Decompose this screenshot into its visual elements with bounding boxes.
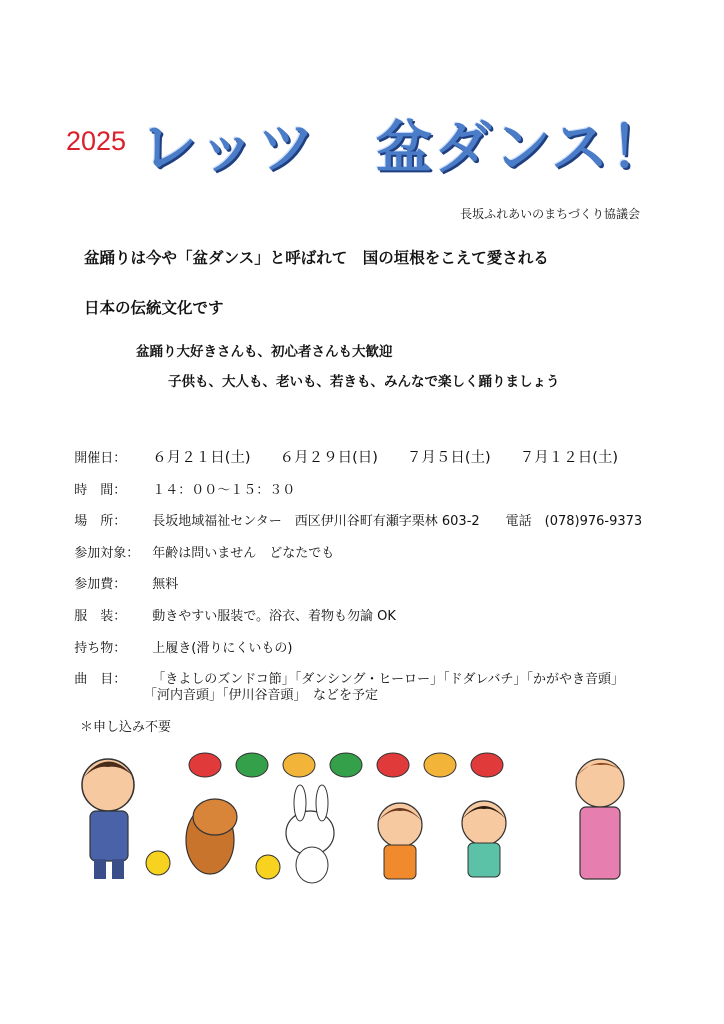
fee-row	[66, 558, 178, 592]
man-figure	[82, 759, 134, 879]
lantern-icon	[189, 753, 221, 777]
place-value: 長坂地域福祉センター 西区伊川谷町有瀬字栗林 603-2 電話 (078)976-9373	[152, 514, 643, 529]
lanterns	[189, 753, 503, 777]
bon-dance-characters-illustration	[60, 745, 660, 895]
date-label: 開催日：	[74, 451, 127, 466]
intro-line-1: 盆踊りは今や「盆ダンス」と呼ばれて 国の垣根をこえて愛される	[84, 249, 549, 267]
songs-label: 曲 目：	[74, 672, 127, 687]
girl-figure	[378, 803, 422, 879]
note: ＊申し込み不要	[80, 720, 172, 735]
time-label: 時 間：	[74, 483, 127, 498]
dress-label: 服 装：	[74, 609, 127, 624]
fee-label: 参加費：	[74, 577, 127, 592]
intro-line-4: 子供も、大人も、老いも、若きも、みんなで楽しく踊りましょう	[168, 374, 560, 390]
organizer: 長坂ふれあいのまちづくり協議会	[460, 207, 640, 221]
chick-figure	[256, 855, 280, 879]
title-year: 2025	[66, 126, 127, 156]
lantern-icon	[283, 753, 315, 777]
time-row	[66, 464, 295, 498]
page-title: レッツ 盆ダンス！	[140, 115, 670, 181]
intro-line-2: 日本の伝統文化です	[84, 299, 224, 317]
lantern-icon	[471, 753, 503, 777]
boy-figure	[462, 801, 506, 877]
fee-value: 無料	[152, 577, 179, 592]
bring-row	[66, 622, 292, 656]
rabbit-figure	[286, 785, 334, 883]
target-value: 年齢は問いません どなたでも	[152, 546, 335, 561]
songs-value-1: 「きよしのズンドコ節」「ダンシング・ヒーロー」「ドダレバチ」「かがやき音頭」	[152, 672, 625, 687]
bring-value: 上履き(滑りにくいもの)	[152, 641, 293, 656]
lantern-icon	[236, 753, 268, 777]
intro-line-3: 盆踊り大好きさんも、初心者さんも大歓迎	[136, 344, 393, 360]
target-row	[66, 527, 334, 561]
songs-row-2: 「河内音頭」「伊川谷音頭」 などを予定	[144, 688, 379, 703]
lantern-icon	[424, 753, 456, 777]
woman-figure	[574, 759, 626, 879]
target-label: 参加対象：	[74, 546, 140, 561]
lantern-icon	[330, 753, 362, 777]
date-row	[66, 431, 618, 467]
time-value: １４：００～１５：３０	[152, 483, 296, 498]
chick-figure	[146, 851, 170, 875]
dress-row	[66, 590, 396, 624]
dog-figure	[186, 799, 237, 874]
bring-label: 持ち物：	[74, 641, 127, 656]
dress-value: 動きやすい服装で。浴衣、着物も勿論 OK	[152, 609, 396, 624]
place-label: 場 所：	[74, 514, 127, 529]
date-value: ６月２１日(土) ６月２９日(日) ７月５日(土) ７月１２日(土)	[152, 450, 619, 466]
songs-row	[66, 653, 624, 687]
lantern-icon	[377, 753, 409, 777]
place-row	[66, 495, 642, 529]
